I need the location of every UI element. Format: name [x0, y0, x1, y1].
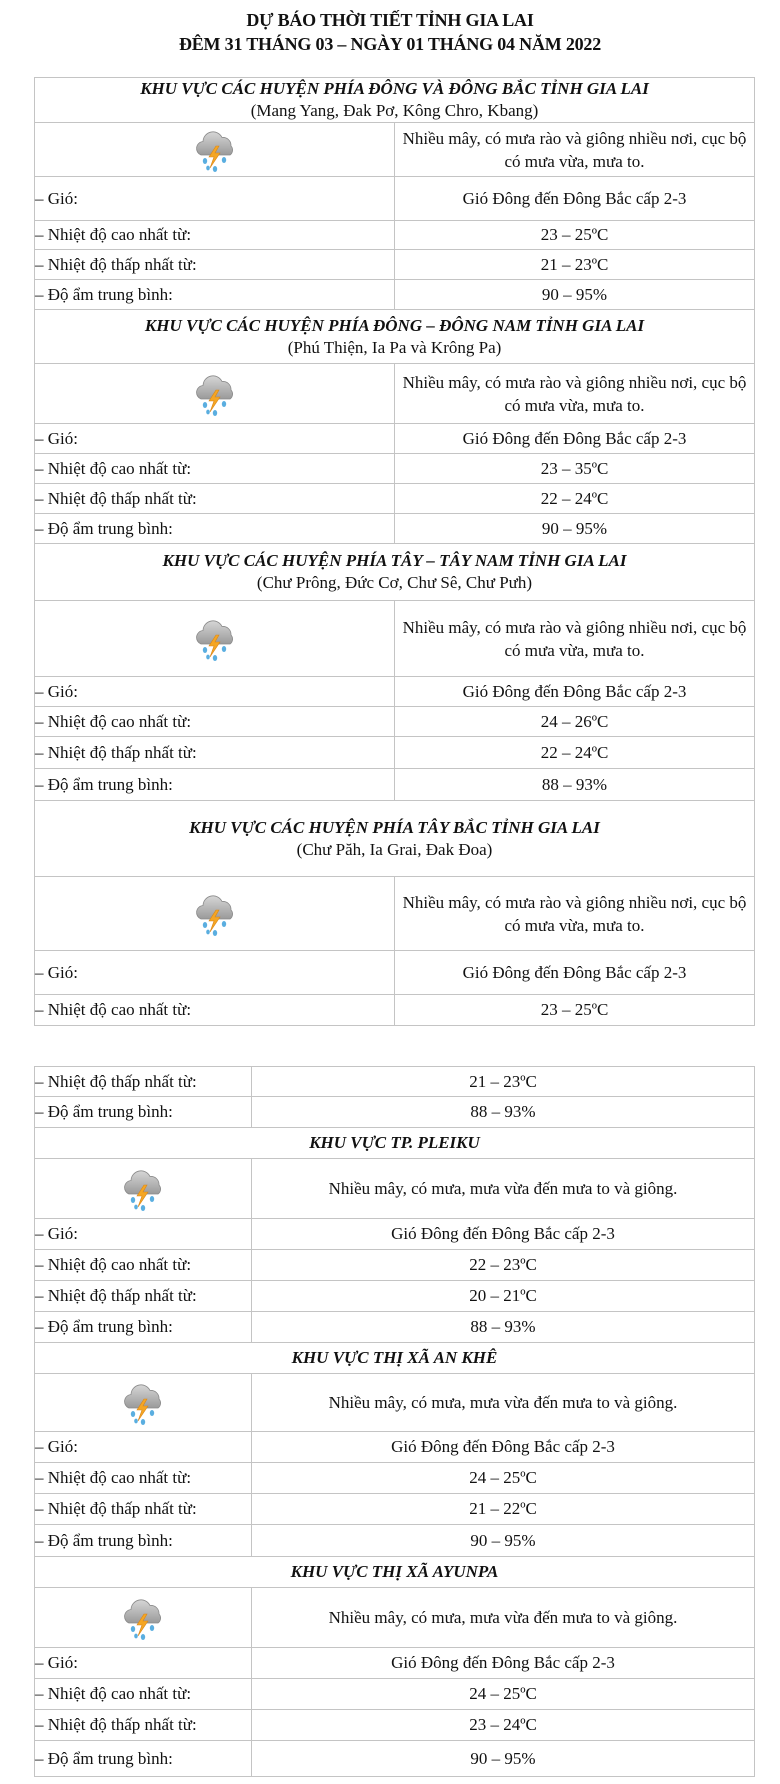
table-row-temp-max	[35, 1250, 755, 1281]
thunderstorm-rain-icon	[191, 890, 239, 938]
table-row-wind	[35, 951, 755, 995]
temp-min-value: 20 – 21ºC	[252, 1281, 755, 1312]
region-header	[35, 544, 755, 601]
wind-label: – Gió:	[35, 424, 395, 454]
weather-description: Nhiều mây, có mưa, mưa vừa đến mưa to và giông.	[252, 1588, 755, 1648]
temp-max-value: 23 – 25ºC	[395, 221, 755, 250]
region-header	[35, 1343, 755, 1374]
region-header-row	[35, 1128, 755, 1159]
weather-description: Nhiều mây, có mưa rào và giông nhiều nơi, cục bộ có mưa vừa, mưa to.	[395, 123, 755, 177]
table-row-temp-max	[35, 1463, 755, 1494]
region-title: KHU VỰC THỊ XÃ AN KHÊ	[291, 1348, 498, 1367]
table-row-humidity	[35, 1097, 755, 1128]
humidity-label: – Độ ẩm trung bình:	[35, 769, 395, 801]
weather-description: Nhiều mây, có mưa, mưa vừa đến mưa to và giông.	[252, 1374, 755, 1432]
thunderstorm-rain-icon	[191, 615, 239, 663]
table-row-temp-max	[35, 221, 755, 250]
region-header-row	[35, 310, 755, 364]
wind-value: Gió Đông đến Đông Bắc cấp 2-3	[252, 1432, 755, 1463]
temp-max-label: – Nhiệt độ cao nhất từ:	[35, 1250, 252, 1281]
temp-min-label: – Nhiệt độ thấp nhất từ:	[35, 250, 395, 280]
table-row-temp-max	[35, 995, 755, 1026]
region-header	[35, 1557, 755, 1588]
wind-label: – Gió:	[35, 1219, 252, 1250]
table-row-temp-max	[35, 1679, 755, 1710]
temp-max-value: 23 – 25ºC	[395, 995, 755, 1026]
weather-description: Nhiều mây, có mưa, mưa vừa đến mưa to và giông.	[252, 1159, 755, 1219]
weather-icon-cell	[35, 364, 395, 424]
humidity-label: – Độ ẩm trung bình:	[35, 1525, 252, 1557]
region-subtitle: (Mang Yang, Đak Pơ, Kông Chro, Kbang)	[250, 101, 539, 120]
temp-min-label: – Nhiệt độ thấp nhất từ:	[35, 1281, 252, 1312]
region-summary-row	[35, 1374, 755, 1432]
humidity-label: – Độ ẩm trung bình:	[35, 1097, 252, 1128]
temp-max-value: 24 – 25ºC	[252, 1679, 755, 1710]
weather-icon-cell	[35, 1588, 252, 1648]
region-header	[35, 310, 755, 364]
temp-max-label: – Nhiệt độ cao nhất từ:	[35, 1679, 252, 1710]
region-subtitle: (Chư Păh, Ia Grai, Đak Đoa)	[296, 839, 493, 859]
region-header	[35, 801, 755, 877]
table-row-wind	[35, 424, 755, 454]
thunderstorm-rain-icon	[191, 126, 239, 174]
wind-value: Gió Đông đến Đông Bắc cấp 2-3	[252, 1648, 755, 1679]
table-row-temp-min	[35, 484, 755, 514]
table-row-wind	[35, 1648, 755, 1679]
table-row-temp-max	[35, 707, 755, 737]
region-summary-row	[35, 877, 755, 951]
table-row-wind	[35, 177, 755, 221]
table-row-humidity	[35, 769, 755, 801]
temp-min-value: 21 – 22ºC	[252, 1494, 755, 1525]
weather-icon-cell	[35, 877, 395, 951]
wind-value: Gió Đông đến Đông Bắc cấp 2-3	[395, 677, 755, 707]
forecast-table-part-2	[34, 1066, 755, 1777]
temp-min-label: – Nhiệt độ thấp nhất từ:	[35, 484, 395, 514]
forecast-table-part-1	[34, 77, 755, 1026]
temp-max-value: 22 – 23ºC	[252, 1250, 755, 1281]
temp-min-value: 22 – 24ºC	[395, 484, 755, 514]
table-row-temp-min	[35, 1494, 755, 1525]
wind-label: – Gió:	[35, 1648, 252, 1679]
wind-label: – Gió:	[35, 177, 395, 221]
table-row-wind	[35, 1432, 755, 1463]
thunderstorm-rain-icon	[119, 1594, 167, 1642]
temp-max-label: – Nhiệt độ cao nhất từ:	[35, 707, 395, 737]
table-row-temp-min	[35, 250, 755, 280]
region-header-row	[35, 1557, 755, 1588]
weather-description: Nhiều mây, có mưa rào và giông nhiều nơi, cục bộ có mưa vừa, mưa to.	[395, 364, 755, 424]
region-header	[35, 1128, 755, 1159]
table-row-humidity	[35, 1525, 755, 1557]
region-summary-row	[35, 1588, 755, 1648]
temp-max-value: 24 – 26ºC	[395, 707, 755, 737]
temp-min-value: 21 – 23ºC	[252, 1067, 755, 1097]
wind-value: Gió Đông đến Đông Bắc cấp 2-3	[395, 951, 755, 995]
humidity-label: – Độ ẩm trung bình:	[35, 514, 395, 544]
region-subtitle: (Phú Thiện, Ia Pa và Krông Pa)	[287, 337, 502, 357]
wind-label: – Gió:	[35, 951, 395, 995]
temp-max-label: – Nhiệt độ cao nhất từ:	[35, 1463, 252, 1494]
weather-description: Nhiều mây, có mưa rào và giông nhiều nơi, cục bộ có mưa vừa, mưa to.	[395, 877, 755, 951]
temp-min-value: 21 – 23ºC	[395, 250, 755, 280]
temp-max-label: – Nhiệt độ cao nhất từ:	[35, 221, 395, 250]
region-title: KHU VỰC CÁC HUYỆN PHÍA ĐÔNG VÀ ĐÔNG BẮC TỈNH GIA LAI	[140, 79, 649, 98]
humidity-value: 88 – 93%	[395, 769, 755, 801]
region-summary-row	[35, 123, 755, 177]
wind-label: – Gió:	[35, 677, 395, 707]
temp-min-label: – Nhiệt độ thấp nhất từ:	[35, 1710, 252, 1741]
table-row-humidity	[35, 280, 755, 310]
region-summary-row	[35, 364, 755, 424]
temp-min-value: 23 – 24ºC	[252, 1710, 755, 1741]
table-row-wind	[35, 1219, 755, 1250]
wind-label: – Gió:	[35, 1432, 252, 1463]
table-row-humidity	[35, 1312, 755, 1343]
table-row-temp-min	[35, 737, 755, 769]
region-title: KHU VỰC CÁC HUYỆN PHÍA TÂY BẮC TỈNH GIA LAI	[189, 817, 600, 837]
page-subtitle-date: ĐÊM 31 THÁNG 03 – NGÀY 01 THÁNG 04 NĂM 2022	[178, 34, 602, 54]
table-row-temp-min	[35, 1710, 755, 1741]
weather-icon-cell	[35, 123, 395, 177]
temp-min-label: – Nhiệt độ thấp nhất từ:	[35, 1494, 252, 1525]
table-row-wind	[35, 677, 755, 707]
table-row-humidity	[35, 1741, 755, 1777]
weather-description: Nhiều mây, có mưa rào và giông nhiều nơi, cục bộ có mưa vừa, mưa to.	[395, 601, 755, 677]
humidity-value: 90 – 95%	[395, 514, 755, 544]
weather-icon-cell	[35, 1374, 252, 1432]
humidity-value: 90 – 95%	[252, 1741, 755, 1777]
region-header-row	[35, 801, 755, 877]
humidity-value: 88 – 93%	[252, 1097, 755, 1128]
weather-icon-cell	[35, 1159, 252, 1219]
region-title: KHU VỰC TP. PLEIKU	[309, 1133, 480, 1152]
humidity-label: – Độ ẩm trung bình:	[35, 1741, 252, 1777]
wind-value: Gió Đông đến Đông Bắc cấp 2-3	[395, 424, 755, 454]
humidity-value: 90 – 95%	[395, 280, 755, 310]
weather-icon-cell	[35, 601, 395, 677]
humidity-value: 90 – 95%	[252, 1525, 755, 1557]
temp-max-value: 24 – 25ºC	[252, 1463, 755, 1494]
thunderstorm-rain-icon	[191, 370, 239, 418]
thunderstorm-rain-icon	[119, 1165, 167, 1213]
table-row-temp-max	[35, 454, 755, 484]
temp-min-value: 22 – 24ºC	[395, 737, 755, 769]
region-header-row	[35, 78, 755, 123]
table-row-temp-min	[35, 1067, 755, 1097]
temp-max-label: – Nhiệt độ cao nhất từ:	[35, 454, 395, 484]
region-header-row	[35, 1343, 755, 1374]
humidity-value: 88 – 93%	[252, 1312, 755, 1343]
table-row-humidity	[35, 514, 755, 544]
table-row-temp-min	[35, 1281, 755, 1312]
region-title: KHU VỰC THỊ XÃ AYUNPA	[290, 1562, 499, 1581]
region-title: KHU VỰC CÁC HUYỆN PHÍA TÂY – TÂY NAM TỈNH GIA LAI	[162, 551, 627, 570]
page-title: DỰ BÁO THỜI TIẾT TỈNH GIA LAI	[246, 10, 534, 30]
region-summary-row	[35, 601, 755, 677]
wind-value: Gió Đông đến Đông Bắc cấp 2-3	[252, 1219, 755, 1250]
region-header-row	[35, 544, 755, 601]
humidity-label: – Độ ẩm trung bình:	[35, 280, 395, 310]
wind-value: Gió Đông đến Đông Bắc cấp 2-3	[395, 177, 755, 221]
region-summary-row	[35, 1159, 755, 1219]
temp-min-label: – Nhiệt độ thấp nhất từ:	[35, 1067, 252, 1097]
region-header	[35, 78, 755, 123]
region-subtitle: (Chư Prông, Đức Cơ, Chư Sê, Chư Pưh)	[256, 573, 533, 592]
region-title: KHU VỰC CÁC HUYỆN PHÍA ĐÔNG – ĐÔNG NAM TỈNH GIA LAI	[144, 315, 645, 335]
temp-min-label: – Nhiệt độ thấp nhất từ:	[35, 737, 395, 769]
humidity-label: – Độ ẩm trung bình:	[35, 1312, 252, 1343]
temp-max-label: – Nhiệt độ cao nhất từ:	[35, 995, 395, 1026]
temp-max-value: 23 – 35ºC	[395, 454, 755, 484]
thunderstorm-rain-icon	[119, 1379, 167, 1427]
